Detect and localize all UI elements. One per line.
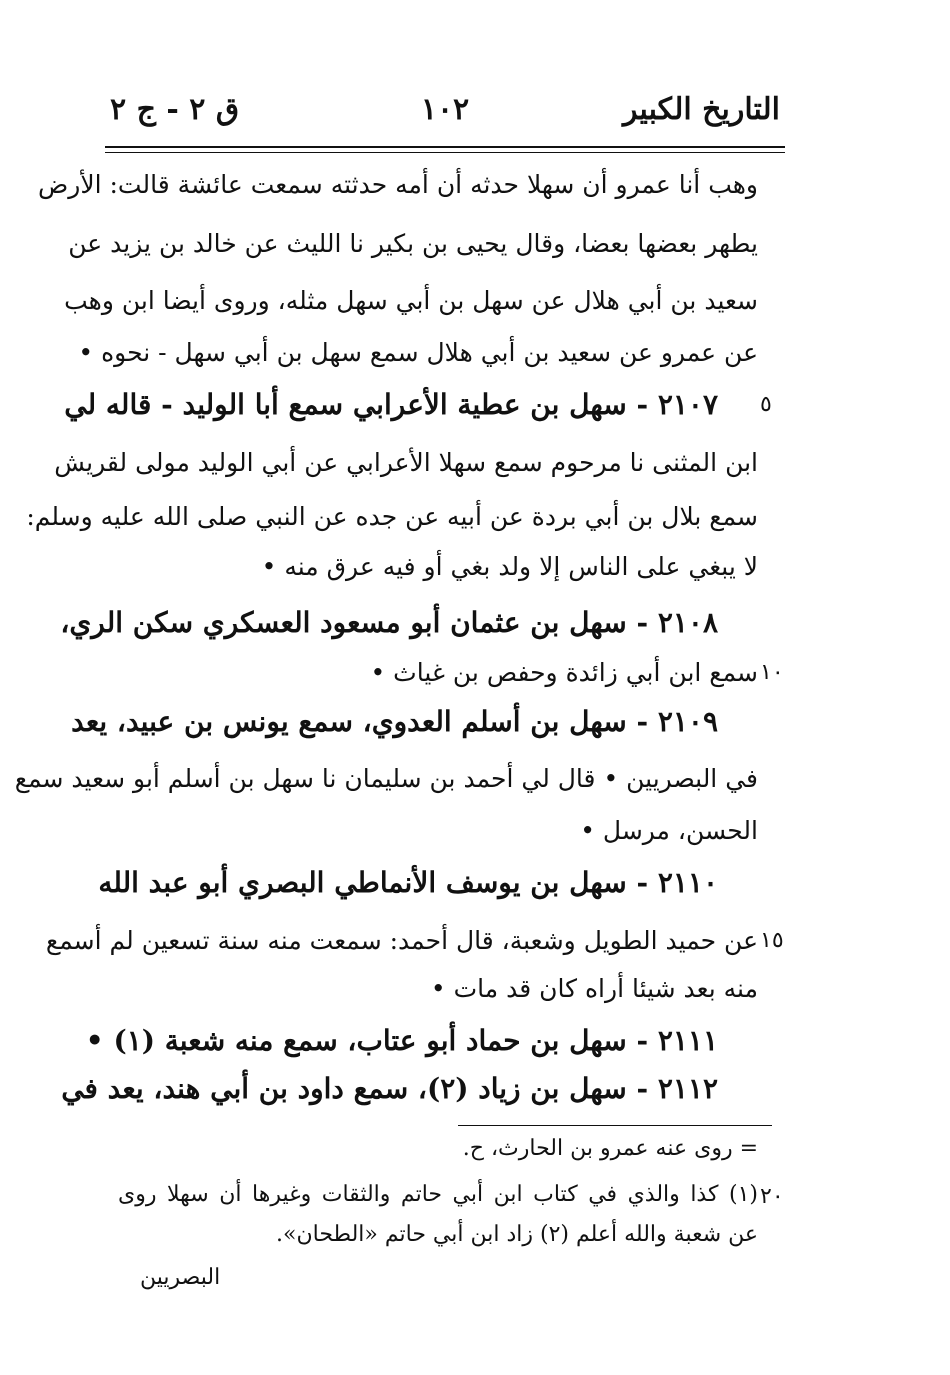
text-line: لا يبغي على الناس إلا ولد بغي أو فيه عرق منه • — [261, 552, 758, 581]
footnote-line: عن شعبة والله أعلم (٢) زاد ابن أبي حاتم «الطحان». — [276, 1222, 758, 1247]
line-marker: ٢٠ — [760, 1184, 784, 1209]
page-number: ١٠٢ — [420, 92, 470, 127]
volume-label: ق ٢ - ج ٢ — [110, 92, 240, 127]
header-rule-thick — [105, 146, 785, 148]
text-line: الحسن، مرسل • — [580, 816, 758, 845]
text-line: ابن المثنى نا مرحوم سمع سهلا الأعرابي عن أبي الوليد مولى لقريش — [54, 448, 758, 477]
text-line: منه بعد شيئا أراه كان قد مات • — [430, 974, 758, 1003]
line-marker: ٥ — [760, 392, 772, 417]
header-rule-thin — [105, 152, 785, 153]
footnote-line: (١) كذا والذي في كتاب ابن أبي حاتم والثقات وغيرها أن سهلا روى — [118, 1182, 758, 1207]
text-line: سعيد بن أبي هلال عن سهل بن أبي سهل مثله، وروى أيضا ابن وهب — [64, 286, 758, 315]
entry-heading: ٢١٠٨ - سهل بن عثمان أبو مسعود العسكري سكن الري، — [60, 606, 718, 639]
entry-heading: ٢١١١ - سهل بن حماد أبو عتاب، سمع منه شعبة (١) • — [85, 1024, 718, 1057]
catchword: البصريين — [140, 1265, 221, 1290]
text-line: عن عمرو عن سعيد بن أبي هلال سمع سهل بن أبي سهل - نحوه • — [78, 338, 758, 367]
entry-heading: ٢١٠٧ - سهل بن عطية الأعرابي سمع أبا الوليد - قاله لي — [64, 388, 718, 421]
text-line: عن حميد الطويل وشعبة، قال أحمد: سمعت منه سنة تسعين لم أسمع — [45, 926, 758, 955]
text-line: وهب أنا عمرو أن سهلا حدثه أن أمه حدثته سمعت عائشة قالت: الأرض — [38, 170, 758, 199]
page-header — [110, 92, 780, 142]
entry-heading: ٢١٠٩ - سهل بن أسلم العدوي، سمع يونس بن عبيد، يعد — [71, 705, 718, 738]
text-line: سمع بلال بن أبي بردة عن أبيه عن جده عن النبي صلى الله عليه وسلم: — [26, 502, 758, 531]
footnote-rule — [458, 1125, 772, 1126]
entry-heading: ٢١١٠ - سهل بن يوسف الأنماطي البصري أبو عبد الله — [98, 866, 718, 899]
book-title: التاريخ الكبير — [622, 92, 780, 127]
text-line: في البصريين • قال لي أحمد بن سليمان نا سهل بن أسلم أبو سعيد سمع — [14, 764, 758, 793]
line-marker: ١٥ — [760, 928, 784, 953]
footnote-line: = روى عنه عمرو بن الحارث، ح. — [462, 1136, 758, 1161]
text-line: يطهر بعضها بعضا، وقال يحيى بن بكير نا الليث عن خالد بن يزيد عن — [68, 229, 758, 258]
text-line: سمع ابن أبي زائدة وحفص بن غياث • — [370, 658, 758, 687]
entry-heading: ٢١١٢ - سهل بن زياد (٢)، سمع داود بن أبي هند، يعد في — [61, 1072, 718, 1105]
line-marker: ١٠ — [760, 660, 784, 685]
